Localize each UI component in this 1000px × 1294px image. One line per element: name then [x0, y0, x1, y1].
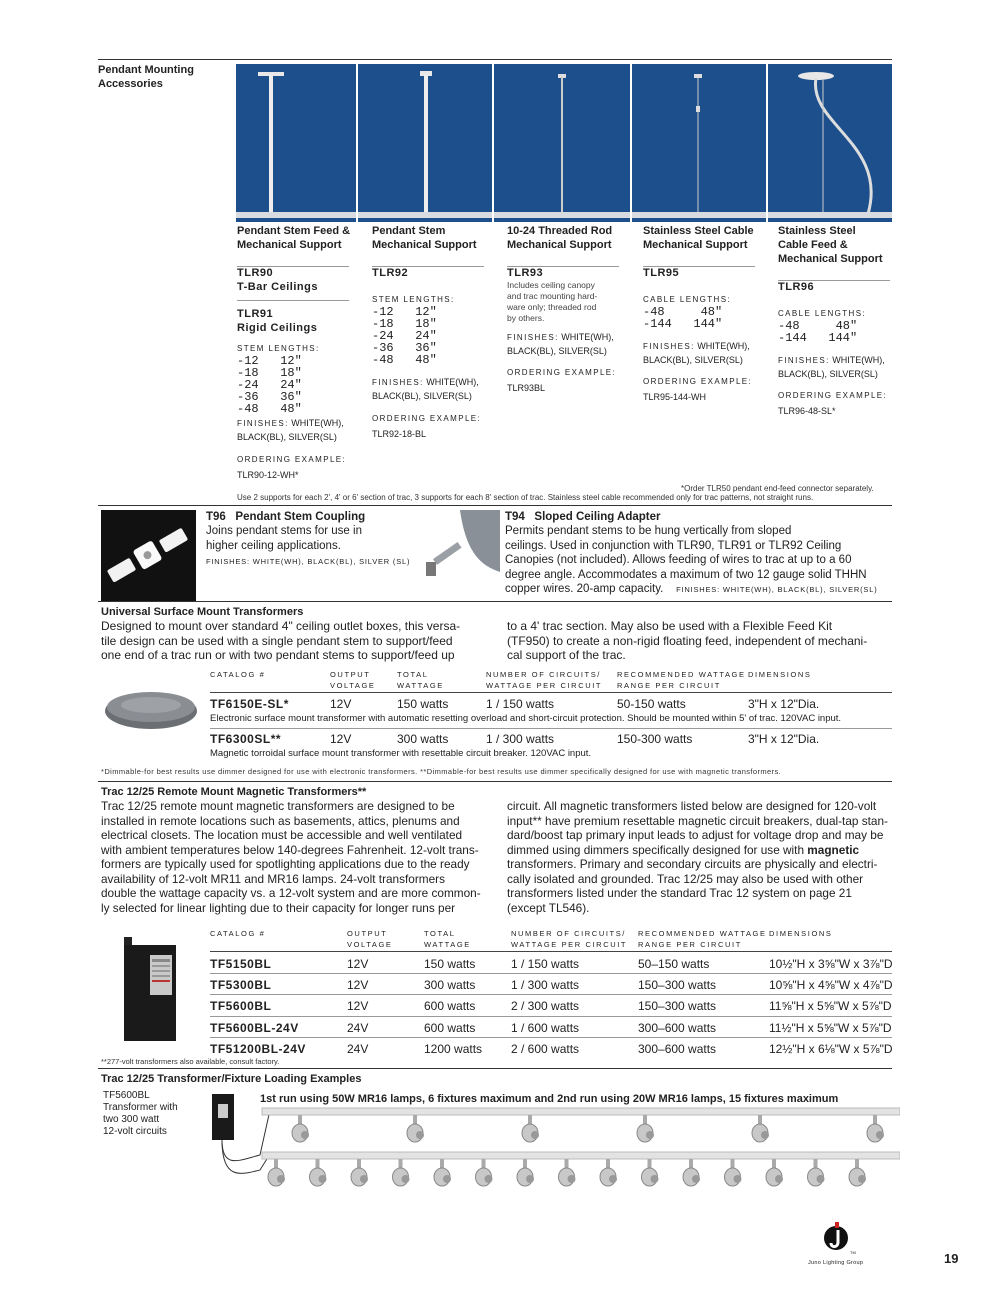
track-fixture-lens — [416, 1131, 424, 1139]
loading-side-text: TF5600BL Transformer with two 300 watt 12-volt circuits — [103, 1090, 178, 1137]
note-tlr50: *Order TLR50 pendant end-feed connector separately. — [681, 484, 874, 493]
juno-logo-icon — [823, 1218, 849, 1258]
photo-tlr93 — [494, 64, 630, 222]
tlr92-spec: TLR92 STEM LENGTHS: -12 12" -18 18" -24 24" -36 36" -48 48" FINISHES: WHITE(WH), BLACK(BL), SILVER(SL) ORDERING EXAMPLE: TLR92-18-BL — [372, 266, 487, 441]
tlr90-spec: TLR90 T-Bar Ceilings TLR91 Rigid Ceilings STEM LENGTHS: -12 12" -18 18" -24 24" -36 36" -48 48" FINISHES: WHITE(WH), BLACK(BL), SILVER(SL) ORDERING EXAMPLE: TLR90-12-WH* — [237, 266, 352, 482]
logo-tm: TM — [850, 1250, 856, 1255]
track-fixture-lens — [531, 1131, 539, 1139]
surface-text-right: to a 4' trac section. May also be used with a Flexible Feed Kit (TF950) to create a non-rigid floating feed, independent of mechani- cal support of the trac. — [507, 619, 868, 662]
coupling-photo — [101, 510, 196, 602]
caption-tlr95: Stainless Steel Cable Mechanical Support — [643, 225, 754, 251]
surface-transformer-photo — [103, 685, 199, 733]
track-fixture-lens — [858, 1175, 866, 1183]
track-fixture-lens — [609, 1175, 617, 1183]
loading-diagram — [200, 1090, 900, 1220]
photo-tlr92 — [358, 64, 492, 222]
tlr93-spec: TLR93 Includes ceiling canopy and trac mounting hard- ware only; threaded rod by others. FINISHES: WHITE(WH), BLACK(BL), SILVER(SL) ORDERING EXAMPLE: TLR93BL — [507, 267, 617, 393]
track-fixture-lens — [568, 1175, 576, 1183]
col-total: TOTAL WATTAGE — [424, 929, 471, 949]
adapter-photo — [420, 510, 500, 586]
loading-title: Trac 12/25 Transformer/Fixture Loading Examples — [101, 1073, 362, 1085]
caption-tlr92: Pendant Stem Mechanical Support — [372, 225, 477, 251]
track-fixture-lens — [485, 1175, 493, 1183]
photo-tlr96 — [768, 64, 892, 222]
track-fixture-lens — [734, 1175, 742, 1183]
track-fixture-lens — [277, 1175, 285, 1183]
rule — [210, 728, 892, 729]
track-fixture-lens — [443, 1175, 451, 1183]
col-catalog: CATALOG # — [210, 929, 266, 938]
col-circuits: NUMBER OF CIRCUITS/ WATTAGE PER CIRCUIT — [486, 670, 603, 690]
remote-transformer-photo — [118, 933, 182, 1045]
col-catalog: CATALOG # — [210, 670, 266, 679]
caption-tlr90: Pendant Stem Feed & Mechanical Support — [237, 225, 351, 251]
section-title: Pendant Mounting Accessories — [98, 64, 194, 90]
stem-lengths: -12 12" -18 18" -24 24" -36 36" -48 48" — [237, 354, 302, 416]
track-fixture-lens — [646, 1131, 654, 1139]
surface-footnote: *Dimmable-for best results use dimmer designed for use with electronic transformers. **Dimmable-for best results use dimmer specifically designed for use with magnetic transformers. — [101, 767, 782, 776]
col-circuits: NUMBER OF CIRCUITS/ WATTAGE PER CIRCUIT — [511, 929, 628, 949]
col-recommended: RECOMMENDED WATTAGE RANGE PER CIRCUIT — [617, 670, 746, 690]
page-number: 19 — [944, 1251, 959, 1266]
surface-title: Universal Surface Mount Transformers — [101, 606, 304, 618]
top-rule — [98, 59, 892, 60]
tlr95-spec: TLR95 CABLE LENGTHS: -48 48" -144 144" FINISHES: WHITE(WH), BLACK(BL), SILVER(SL) ORDERING EXAMPLE: TLR95-144-WH — [643, 267, 753, 402]
col-dimensions: DIMENSIONS — [769, 929, 833, 938]
rule — [98, 1068, 892, 1069]
stem-lengths: -12 12" -18 18" -24 24" -36 36" -48 48" — [372, 305, 437, 367]
photo-tlr90 — [236, 64, 356, 222]
row-note: Magnetic torroidal surface mount transformer with resettable circuit breaker. 120VAC input. — [210, 748, 592, 759]
remote-text-left: Trac 12/25 remote mount magnetic transformers are designed to be installed in remote locations such as basements, attics, plenums and electrical closets. The location must be accessible and well ventilated with ambient temperatures below 140-degrees Fahrenheit. 12-volt trans- formers are typically used for spotlighting applications due to the ready availability of 12-volt MR11 and MR16 lamps. 24-volt transformers double the wattage capacity vs. a 12-volt system and are more common- ly selected for linear lighting due to their capacity for longer runs per — [101, 799, 481, 915]
track-fixture-lens — [319, 1175, 327, 1183]
t96-block: T96 Pendant Stem Coupling Joins pendant stems for use in higher ceiling applications. FINISHES: WHITE(WH), BLACK(BL), SILVER (SL) — [206, 511, 411, 566]
rule — [98, 781, 892, 782]
track-fixture-lens — [692, 1175, 700, 1183]
col-output: OUTPUT VOLTAGE — [330, 670, 376, 690]
remote-footnote: **277-volt transformers also available, consult factory. — [101, 1057, 280, 1066]
rule — [98, 601, 892, 602]
logo-text: Juno Lighting Group — [808, 1260, 864, 1266]
remote-title: Trac 12/25 Remote Mount Magnetic Transformers** — [101, 786, 367, 798]
track-fixture-lens — [301, 1131, 309, 1139]
rule — [98, 505, 892, 506]
remote-text-right: circuit. All magnetic transformers listed below are designed for 120-volt input** have premium resettable magnetic circuit breakers, dual-tap stan- dard/boost tap primary input leads to adjust for voltage drop and may be dimmed using dimmers specifically designed for use with magnetic transformers. Primary and secondary circuits are physically and electri- cally isolated and grounded. Trac 12/25 may also be used with other transformers listed under the standard Trac 12 system on page 21 (except TL546). — [507, 799, 888, 915]
track-fixture-lens — [402, 1175, 410, 1183]
track-fixture-lens — [876, 1131, 884, 1139]
loading-caption: 1st run using 50W MR16 lamps, 6 fixtures maximum and 2nd run using 20W MR16 lamps, 15 fixtures maximum — [260, 1093, 839, 1105]
photo-tlr95 — [632, 64, 766, 222]
track-fixture-lens — [761, 1131, 769, 1139]
col-dimensions: DIMENSIONS — [748, 670, 812, 679]
tlr96-spec: TLR96 CABLE LENGTHS: -48 48" -144 144" FINISHES: WHITE(WH), BLACK(BL), SILVER(SL) ORDERING EXAMPLE: TLR96-48-SL* — [778, 281, 888, 416]
track-fixture-lens — [775, 1175, 783, 1183]
track-fixture-lens — [360, 1175, 368, 1183]
rule — [210, 692, 892, 693]
caption-tlr93: 10-24 Threaded Rod Mechanical Support — [507, 225, 613, 251]
col-total: TOTAL WATTAGE — [397, 670, 444, 690]
note-supports: Use 2 supports for each 2', 4' or 6' section of trac, 3 supports for each 8' section of trac. Stainless steel cable recommended only for trac patterns, not straight runs. — [237, 493, 814, 502]
track-fixture-lens — [526, 1175, 534, 1183]
surface-text-left: Designed to mount over standard 4" ceiling outlet boxes, this versa- tile design can be used with a single pendant stem to support/feed one end of a trac run or with two pendant stems to support/feed up — [101, 619, 461, 662]
col-output: OUTPUT VOLTAGE — [347, 929, 393, 949]
rule — [210, 951, 892, 952]
caption-tlr96: Stainless Steel Cable Feed & Mechanical Support — [778, 225, 883, 265]
row-note: Electronic surface mount transformer with automatic resetting overload and short-circuit protection. Should be mounted within 5' of trac. 120VAC input. — [210, 713, 842, 724]
t94-block: T94 Sloped Ceiling Adapter Permits pendant stems to be hung vertically from sloped ceilings. Used in conjunction with TLR90, TLR91 or TLR92 Ceiling Canopies (not included). Allows feeding of wires to trac at up to a 60 degree angle. Accommodates a maximum of two 12 gauge solid THHN copper wires. 20-amp capacity. FINISHES: WHITE(WH), BLACK(BL), SILVER(SL) — [505, 511, 878, 595]
track-fixture-lens — [817, 1175, 825, 1183]
col-recommended: RECOMMENDED WATTAGE RANGE PER CIRCUIT — [638, 929, 767, 949]
track-fixture-lens — [651, 1175, 659, 1183]
